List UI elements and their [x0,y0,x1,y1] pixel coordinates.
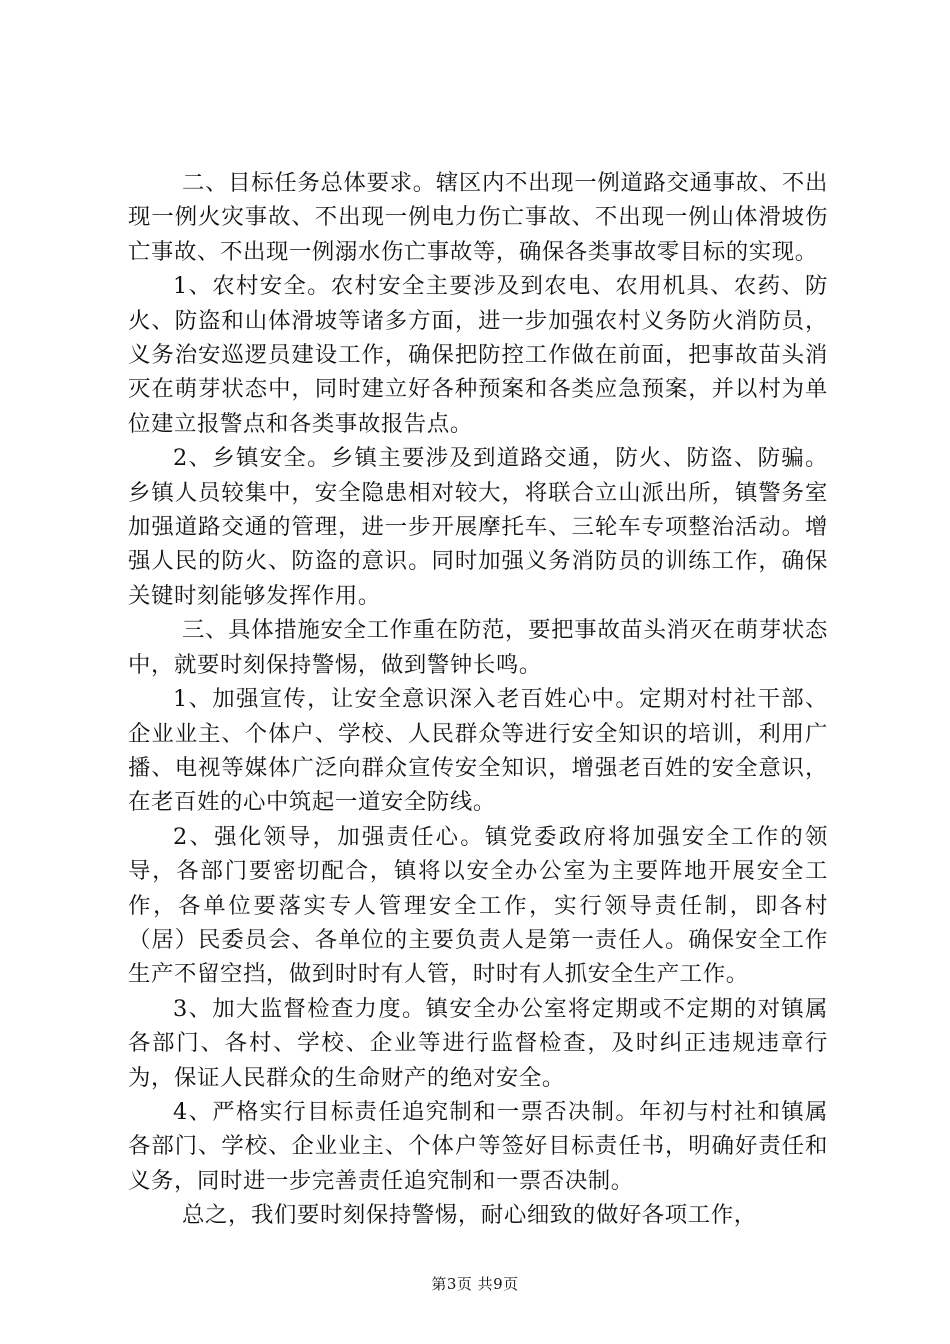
paragraph-specific-measures: 三、具体措施安全工作重在防范，要把事故苗头消灭在萌芽状态中，就要时刻保持警惕，做到警钟长鸣。 [128,617,828,678]
paragraph-supervision: 3、加大监督检查力度。镇安全办公室将定期或不定期的对镇属各部门、各村、学校、企业等进行监督检查，及时纠正违规违章行为，保证人民群众的生命财产的绝对安全。 [128,995,828,1091]
body-text [128,166,828,1233]
paragraph-town-safety: 2、乡镇安全。乡镇主要涉及到道路交通，防火、防盗、防骗。乡镇人员较集中，安全隐患相对较大，将联合立山派出所，镇警务室加强道路交通的管理，进一步开展摩托车、三轮车专项整治活动。增强人民的防火、防盗的意识。同时加强义务消防员的训练工作，确保关键时刻能够发挥作用。 [128,445,828,609]
paragraph-leadership: 2、强化领导，加强责任心。镇党委政府将加强安全工作的领导，各部门要密切配合，镇将以安全办公室为主要阵地开展安全工作，各单位要落实专人管理安全工作，实行领导责任制，即各村（居）民委员会、各单位的主要负责人是第一责任人。确保安全工作生产不留空挡，做到时时有人管，时时有人抓安全生产工作。 [128,823,828,988]
paragraph-accountability: 4、严格实行目标责任追究制和一票否决制。年初与村社和镇属各部门、学校、企业业主、个体户等签好目标责任书，明确好责任和义务，同时进一步完善责任追究制和一票否决制。 [128,1098,828,1194]
paragraph-rural-safety: 1、农村安全。农村安全主要涉及到农电、农用机具、农药、防火、防盗和山体滑坡等诸多方面，进一步加强农村义务防火消防员，义务治安巡逻员建设工作，确保把防控工作做在前面，把事故苗头消灭在萌芽状态中，同时建立好各种预案和各类应急预案，并以村为单位建立报警点和各类事故报告点。 [128,273,828,437]
paragraph-goal-requirements: 二、目标任务总体要求。辖区内不出现一例道路交通事故、不出现一例火灾事故、不出现一例电力伤亡事故、不出现一例山体滑坡伤亡事故、不出现一例溺水伤亡事故等，确保各类事故零目标的实现。 [128,170,828,265]
paragraph-publicity: 1、加强宣传，让安全意识深入老百姓心中。定期对村社干部、企业业主、个体户、学校、人民群众等进行安全知识的培训，利用广播、电视等媒体广泛向群众宣传安全知识，增强老百姓的安全意识，在老百姓的心中筑起一道安全防线。 [128,686,828,816]
page-footer [0,1274,950,1294]
page-indicator: 第3页 共9页 [431,1275,519,1293]
paragraph-summary: 总之，我们要时刻保持警惕，耐心细致的做好各项工作， [182,1202,757,1229]
